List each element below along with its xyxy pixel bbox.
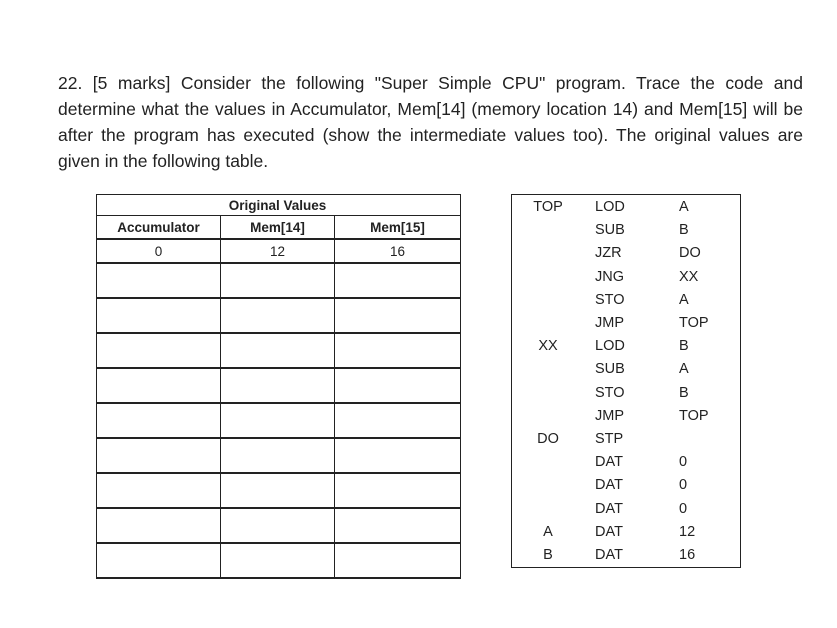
program-line <box>512 242 740 265</box>
program-operand: 12 <box>679 523 696 540</box>
trace-cell-mem14[interactable] <box>221 473 335 508</box>
program-operand: DO <box>679 245 701 262</box>
table-row-original <box>97 239 461 263</box>
program-operand: 0 <box>679 500 688 517</box>
program-line <box>512 335 740 358</box>
original-mem15: 16 <box>335 239 461 263</box>
program-line <box>512 428 740 451</box>
trace-cell-mem15[interactable] <box>335 438 461 473</box>
trace-cell-mem15[interactable] <box>335 333 461 368</box>
trace-cell-mem15[interactable] <box>335 403 461 438</box>
trace-cell-accumulator[interactable] <box>97 333 221 368</box>
program-operand: B <box>679 384 689 401</box>
table-row[interactable] <box>97 543 461 578</box>
trace-cell-accumulator[interactable] <box>97 403 221 438</box>
table-row[interactable] <box>97 368 461 403</box>
program-operand: 16 <box>679 547 696 563</box>
trace-cell-mem14[interactable] <box>221 333 335 368</box>
program-operand: 0 <box>679 477 688 494</box>
trace-cell-mem14[interactable] <box>221 403 335 438</box>
program-opcode: DAT <box>595 477 623 494</box>
program-operand: TOP <box>679 407 709 424</box>
program-line <box>512 405 740 428</box>
table-row[interactable] <box>97 403 461 438</box>
caption-spacer-left <box>97 195 221 216</box>
trace-cell-accumulator[interactable] <box>97 263 221 298</box>
trace-cell-accumulator[interactable] <box>97 368 221 403</box>
program-operand: TOP <box>679 315 709 331</box>
program-label: DO <box>537 431 559 447</box>
program-opcode: DAT <box>595 500 623 517</box>
program-opcode: JZR <box>595 245 622 262</box>
program-line <box>512 544 740 567</box>
program-opcode: LOD <box>595 199 625 215</box>
program-operand: A <box>679 199 689 215</box>
program-label: A <box>543 523 553 540</box>
program-opcode: STO <box>595 291 625 308</box>
trace-cell-mem15[interactable] <box>335 298 461 333</box>
program-line <box>512 498 740 521</box>
table-row[interactable] <box>97 298 461 333</box>
program-label: B <box>543 547 553 563</box>
trace-cell-mem15[interactable] <box>335 508 461 543</box>
program-opcode: JNG <box>595 268 624 285</box>
program-line <box>512 196 740 219</box>
trace-cell-accumulator[interactable] <box>97 543 221 578</box>
program-listing <box>511 194 741 568</box>
program-opcode: DAT <box>595 454 623 471</box>
question-text: 22. [5 marks] Consider the following "Super Simple CPU" program. Trace the code and determine what the values in Accumulator, Mem[14] (memory location 14) and Mem[15] will be after the program has executed (show the intermediate values too). The original values are given in the following table. <box>58 73 803 171</box>
original-accumulator: 0 <box>97 239 221 263</box>
trace-cell-mem15[interactable] <box>335 368 461 403</box>
program-label: TOP <box>533 199 563 215</box>
program-line <box>512 312 740 335</box>
trace-cell-mem15[interactable] <box>335 543 461 578</box>
program-operand: B <box>679 338 689 355</box>
program-operand: B <box>679 222 689 239</box>
table-row[interactable] <box>97 438 461 473</box>
trace-cell-mem14[interactable] <box>221 368 335 403</box>
program-opcode: STP <box>595 431 624 447</box>
program-line <box>512 358 740 381</box>
column-header-mem15: Mem[15] <box>335 216 461 240</box>
trace-cell-accumulator[interactable] <box>97 298 221 333</box>
program-opcode: SUB <box>595 222 625 239</box>
program-opcode: STO <box>595 384 625 401</box>
program-opcode: DAT <box>595 547 623 563</box>
program-operand: A <box>679 291 689 308</box>
trace-cell-accumulator[interactable] <box>97 438 221 473</box>
column-header-accumulator: Accumulator <box>97 216 221 240</box>
trace-cell-mem14[interactable] <box>221 438 335 473</box>
program-opcode: DAT <box>595 523 623 540</box>
trace-cell-mem14[interactable] <box>221 263 335 298</box>
program-opcode: JMP <box>595 315 624 331</box>
program-line <box>512 266 740 289</box>
trace-cell-mem14[interactable] <box>221 543 335 578</box>
caption-spacer-right <box>335 195 461 216</box>
program-operand: A <box>679 361 689 378</box>
program-opcode: SUB <box>595 361 625 378</box>
program-line <box>512 289 740 312</box>
trace-cell-accumulator[interactable] <box>97 508 221 543</box>
program-line <box>512 451 740 474</box>
trace-table <box>96 194 461 579</box>
program-line <box>512 521 740 544</box>
program-operand: XX <box>679 268 699 285</box>
original-mem14: 12 <box>221 239 335 263</box>
table-row[interactable] <box>97 263 461 298</box>
program-line <box>512 474 740 497</box>
column-header-mem14: Mem[14] <box>221 216 335 240</box>
table-row[interactable] <box>97 473 461 508</box>
trace-cell-mem15[interactable] <box>335 263 461 298</box>
program-label: XX <box>538 338 558 355</box>
program-opcode: JMP <box>595 407 624 424</box>
table-row[interactable] <box>97 508 461 543</box>
program-line <box>512 219 740 242</box>
trace-cell-mem14[interactable] <box>221 298 335 333</box>
trace-cell-mem15[interactable] <box>335 473 461 508</box>
table-row[interactable] <box>97 333 461 368</box>
table-caption: Original Values <box>221 195 335 216</box>
trace-cell-accumulator[interactable] <box>97 473 221 508</box>
program-opcode: LOD <box>595 338 625 355</box>
program-line <box>512 382 740 405</box>
trace-cell-mem14[interactable] <box>221 508 335 543</box>
program-operand: 0 <box>679 454 688 471</box>
